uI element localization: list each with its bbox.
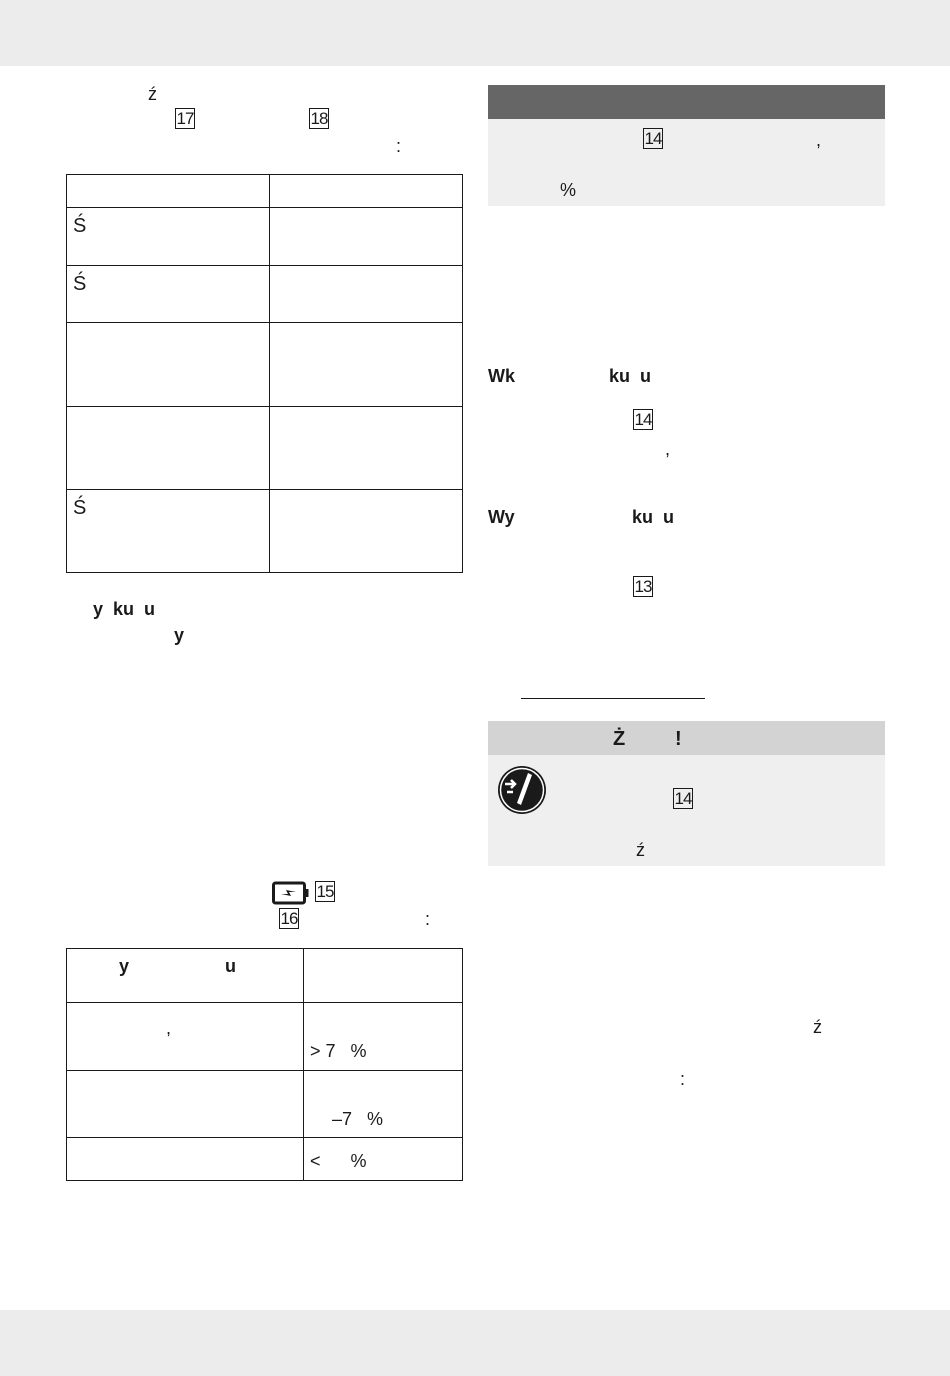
- top-band: [0, 0, 950, 66]
- section-heading-1: y ku u: [93, 599, 156, 619]
- table-row-line: [67, 406, 462, 407]
- table-row-line: [67, 489, 462, 490]
- separator-line: [521, 698, 705, 699]
- table-cell: Ś: [73, 273, 87, 295]
- led-table: [66, 174, 463, 573]
- battery-table: [66, 948, 463, 1181]
- warning-text: ź: [636, 840, 645, 860]
- table-header-cell: u: [225, 956, 236, 976]
- ref-14: 14: [644, 129, 662, 148]
- table-col-divider: [303, 949, 304, 1180]
- table-header-cell: y: [119, 956, 130, 976]
- charge-colon: :: [425, 909, 431, 929]
- info-box-header: [488, 85, 885, 119]
- ref-15: 15: [316, 882, 334, 901]
- warning-box-header: [488, 721, 885, 755]
- bottom-band: [0, 1310, 950, 1376]
- intro-colon: :: [396, 136, 402, 156]
- warning-title-b: !: [675, 728, 682, 750]
- bottom-text-1: ź: [813, 1017, 822, 1037]
- table-cell: > 7 %: [310, 1041, 367, 1061]
- info-percent: %: [560, 180, 577, 200]
- warning-box: [488, 721, 885, 866]
- switch-on-title-b: ku u: [609, 366, 652, 386]
- bottom-colon: :: [680, 1069, 686, 1089]
- table-row-line: [67, 265, 462, 266]
- table-cell: Ś: [73, 215, 87, 237]
- ref-14: 14: [674, 789, 692, 808]
- warning-title-a: Ż: [613, 728, 626, 750]
- table-cell: ,: [166, 1018, 172, 1038]
- table-cell: < %: [310, 1151, 367, 1171]
- table-row-line: [67, 322, 462, 323]
- info-box: [488, 85, 885, 206]
- disconnect-plug-icon: [497, 765, 547, 815]
- ref-14: 14: [634, 410, 652, 429]
- ref-13: 13: [634, 577, 652, 596]
- battery-charging-icon: [272, 880, 310, 906]
- ref-18: 18: [310, 109, 328, 128]
- table-header-line: [67, 1002, 462, 1003]
- table-col-divider: [269, 175, 270, 572]
- switch-off-title-a: Wy: [488, 507, 515, 527]
- switch-on-title-a: Wk: [488, 366, 515, 386]
- table-row-line: [67, 1137, 462, 1138]
- ref-17: 17: [176, 109, 194, 128]
- intro-text-1: ź: [148, 84, 157, 104]
- table-row-line: [67, 1070, 462, 1071]
- switch-on-comma: ,: [665, 439, 671, 459]
- section-heading-2: y: [174, 625, 185, 645]
- info-comma: ,: [816, 130, 822, 150]
- ref-16: 16: [280, 909, 298, 928]
- table-cell: Ś: [73, 497, 87, 519]
- table-header-line: [67, 207, 462, 208]
- switch-off-title-b: ku u: [632, 507, 675, 527]
- table-cell: –7 %: [332, 1109, 384, 1129]
